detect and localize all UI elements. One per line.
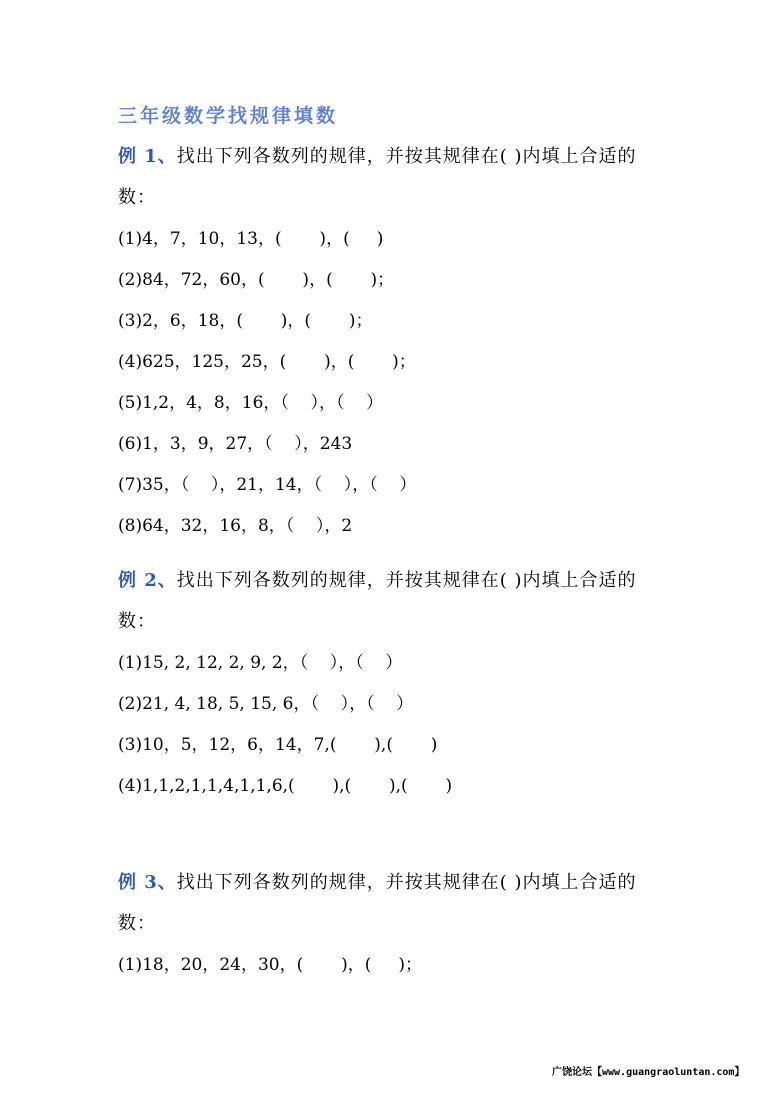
example-1-item-2: (2)84，72，60，( )，( )； [118,270,395,290]
example-2-item-3: (3)10，5，12，6，14，7,( ),( ) [118,735,438,755]
example-2-prompt-cont: 数： [118,611,156,632]
example-2-label: 例 2、 [118,570,177,591]
example-2-item-1: (1)15, 2, 12, 2, 9, 2，（ ），（ ） [118,653,403,673]
example-3-prompt [118,871,637,895]
example-2-prompt-text: 找出下列各数列的规律，并按其规律在( )内填上合适的 [176,570,637,591]
document-title: 三年级数学找规律填数 [118,105,339,127]
example-1-item-7: (7)35，（ ），21，14，（ ），（ ） [118,475,417,495]
example-2-prompt [118,569,637,593]
example-1-prompt-text: 找出下列各数列的规律，并按其规律在( )内填上合适的 [176,146,637,167]
example-1-prompt [118,145,637,169]
example-1-label: 例 1、 [118,146,177,167]
example-2-item-2: (2)21, 4, 18, 5, 15, 6，（ ），（ ） [118,694,414,714]
example-1-prompt-cont: 数： [118,187,156,208]
example-1-item-5: (5)1,2，4，8，16，（ ），（ ） [118,393,384,413]
example-1-item-8: (8)64，32，16，8，（ ），2 [118,516,353,536]
example-3-label: 例 3、 [118,872,177,893]
example-1-item-6: (6)1，3，9，27，（ ），243 [118,434,353,454]
example-2-item-4: (4)1,1,2,1,1,4,1,1,6,( ),( ),( ) [118,776,453,796]
example-3-item-1: (1)18，20，24，30，( )，( )； [118,955,422,975]
example-3-prompt-text: 找出下列各数列的规律，并按其规律在( )内填上合适的 [176,872,637,893]
example-3-prompt-cont: 数： [118,913,156,934]
footer-watermark: 广饶论坛【www.guangraoluntan.com】 [552,1067,745,1078]
example-1-item-3: (3)2，6，18，( )，( )； [118,311,373,331]
example-1-item-4: (4)625，125，25，( )，( )； [118,352,416,372]
example-1-item-1: (1)4，7，10，13，( )，( ) [118,229,384,249]
